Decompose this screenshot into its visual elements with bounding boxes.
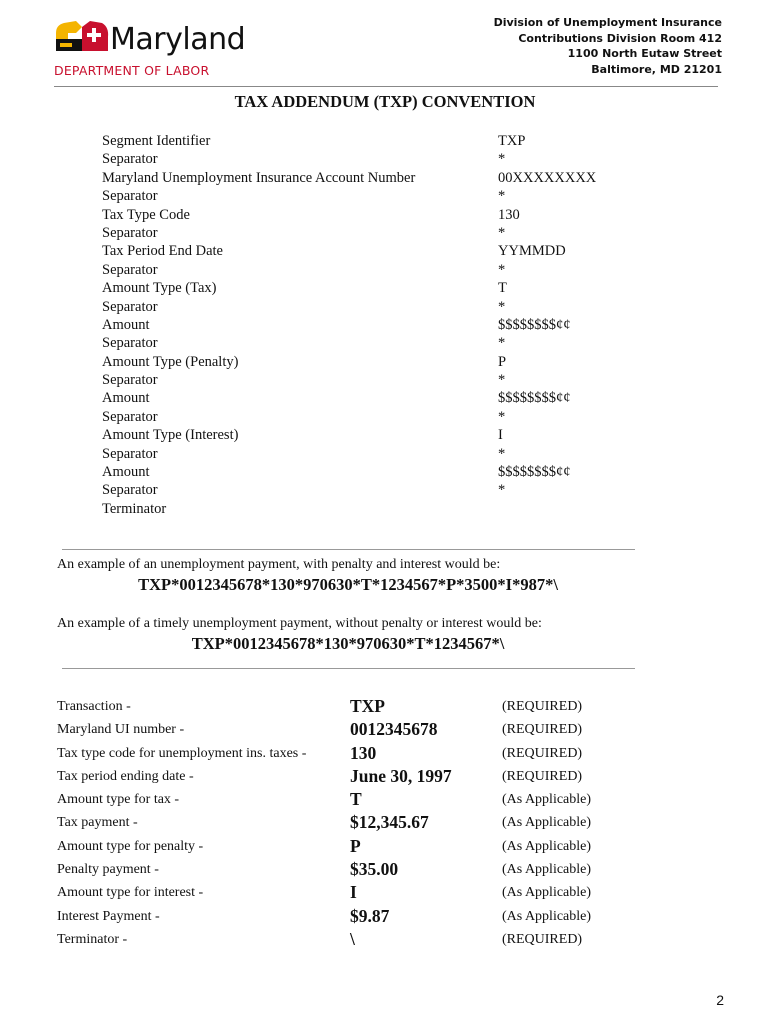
convention-value: $$$$$$$$¢¢ — [498, 464, 571, 481]
convention-row — [102, 408, 642, 426]
convention-row — [102, 353, 642, 371]
convention-row — [102, 261, 642, 279]
address-line: Baltimore, MD 21201 — [591, 62, 722, 76]
field-label: Interest Payment - — [57, 908, 160, 924]
convention-label: Terminator — [102, 500, 167, 517]
convention-label: Separator — [102, 151, 158, 168]
field-row — [57, 906, 617, 929]
field-label: Tax type code for unemployment ins. taxes - — [57, 745, 307, 761]
convention-label: Separator — [102, 445, 158, 462]
field-status: (REQUIRED) — [502, 699, 583, 714]
field-row — [57, 812, 617, 835]
convention-label: Amount — [102, 390, 150, 407]
convention-value: * — [498, 298, 506, 315]
convention-row — [102, 316, 642, 334]
field-status: (As Applicable) — [502, 885, 592, 901]
maryland-flag-icon — [54, 19, 110, 53]
convention-label: Separator — [102, 188, 158, 205]
convention-label: Separator — [102, 408, 158, 425]
field-label: Amount type for interest - — [57, 885, 204, 901]
convention-row — [102, 279, 642, 297]
convention-value: P — [498, 353, 507, 370]
field-label: Maryland UI number - — [57, 722, 185, 738]
convention-value: $$$$$$$$¢¢ — [498, 316, 571, 333]
field-row — [57, 836, 617, 859]
field-status: (As Applicable) — [502, 908, 592, 924]
convention-row — [102, 298, 642, 316]
convention-row — [102, 500, 642, 518]
field-label: Tax payment - — [57, 815, 138, 831]
example-description: An example of an unemployment payment, with penalty and interest would be: — [57, 557, 501, 572]
convention-value: * — [498, 188, 506, 205]
field-value: I — [350, 882, 357, 903]
convention-value: YYMMDD — [498, 243, 566, 260]
address-line: Division of Unemployment Insurance — [493, 16, 722, 29]
field-value: TXP — [350, 696, 385, 716]
convention-label: Segment Identifier — [102, 133, 211, 149]
field-label: Penalty payment - — [57, 862, 159, 878]
address-line: Contributions Division Room 412 — [518, 31, 722, 45]
field-row — [57, 766, 617, 789]
field-status: (REQUIRED) — [502, 722, 583, 738]
convention-row — [102, 224, 642, 242]
convention-label: Maryland Unemployment Insurance Account Number — [102, 169, 416, 186]
convention-label: Tax Period End Date — [102, 243, 223, 260]
field-status: (As Applicable) — [502, 838, 592, 854]
field-status: (As Applicable) — [502, 862, 592, 878]
field-value: 130 — [350, 742, 377, 763]
field-status: (As Applicable) — [502, 815, 592, 831]
convention-row — [102, 445, 642, 463]
convention-row — [102, 187, 642, 205]
field-row — [57, 859, 617, 882]
convention-row — [102, 371, 642, 389]
field-row — [57, 929, 617, 952]
convention-row — [102, 463, 642, 481]
field-status: (REQUIRED) — [502, 745, 583, 761]
convention-value: * — [498, 408, 506, 425]
convention-value: * — [498, 261, 506, 278]
field-label: Amount type for penalty - — [57, 838, 204, 854]
convention-label: Separator — [102, 335, 158, 352]
field-value: \ — [350, 928, 355, 949]
logo-wordmark: Maryland — [110, 22, 246, 57]
convention-label: Separator — [102, 482, 158, 499]
section-divider — [62, 668, 635, 669]
field-label: Tax period ending date - — [57, 768, 194, 784]
field-value: 0012345678 — [350, 719, 438, 740]
field-value: $12,345.67 — [350, 812, 429, 833]
convention-label: Amount — [102, 316, 150, 333]
convention-label: Separator — [102, 372, 158, 389]
convention-row — [102, 389, 642, 407]
header-divider — [54, 86, 718, 87]
field-row — [57, 743, 617, 766]
field-value: June 30, 1997 — [350, 765, 452, 786]
field-status: (REQUIRED) — [502, 931, 583, 947]
convention-label: Separator — [102, 261, 158, 278]
convention-value: 130 — [498, 206, 520, 223]
convention-value: * — [498, 151, 506, 168]
field-status: (As Applicable) — [502, 792, 592, 808]
page-number: 2 — [716, 992, 724, 1008]
field-breakdown — [57, 696, 617, 952]
example-code: TXP*0012345678*130*970630*T*1234567*\ — [191, 634, 505, 653]
convention-value: I — [498, 427, 503, 444]
logo-department: DEPARTMENT OF LABOR — [54, 63, 210, 78]
field-label: Transaction - — [57, 699, 131, 714]
address-line: 1100 North Eutaw Street — [567, 47, 722, 60]
field-label: Amount type for tax - — [57, 792, 180, 808]
convention-label: Tax Type Code — [102, 206, 190, 223]
convention-value: 00XXXXXXXX — [498, 169, 597, 186]
field-value: P — [350, 835, 361, 856]
field-row — [57, 719, 617, 742]
maryland-logo — [54, 17, 284, 79]
convention-label: Amount Type (Penalty) — [102, 353, 239, 370]
convention-value: * — [498, 482, 506, 499]
field-value: $35.00 — [350, 859, 399, 880]
convention-label: Separator — [102, 298, 158, 315]
convention-row — [102, 150, 642, 168]
convention-value: * — [498, 335, 506, 352]
convention-value: * — [498, 372, 506, 389]
convention-value: * — [498, 445, 506, 462]
convention-label: Amount Type (Interest) — [102, 427, 239, 444]
field-value: T — [350, 789, 362, 810]
example-description: An example of a timely unemployment payment, without penalty or interest would be: — [57, 616, 542, 631]
example-code: TXP*0012345678*130*970630*T*1234567*P*3500*I*987*\ — [138, 575, 558, 594]
convention-row — [102, 334, 642, 352]
convention-value: T — [498, 280, 507, 297]
convention-row — [102, 206, 642, 224]
convention-value: * — [498, 224, 506, 241]
field-row — [57, 789, 617, 812]
convention-label: Amount Type (Tax) — [102, 280, 217, 297]
convention-row — [102, 169, 642, 187]
convention-row — [102, 426, 642, 444]
field-label: Terminator - — [57, 931, 128, 947]
convention-table — [102, 132, 642, 518]
convention-row — [102, 242, 642, 260]
convention-row — [102, 132, 642, 150]
field-status: (REQUIRED) — [502, 768, 583, 784]
convention-value: TXP — [498, 133, 526, 149]
section-divider — [62, 549, 635, 550]
page-title: TAX ADDENDUM (TXP) CONVENTION — [234, 92, 536, 111]
division-address — [494, 15, 722, 77]
convention-label: Separator — [102, 224, 158, 241]
field-value: $9.87 — [350, 905, 390, 926]
convention-value: $$$$$$$$¢¢ — [498, 390, 571, 407]
convention-row — [102, 481, 642, 499]
field-row — [57, 696, 617, 719]
field-row — [57, 882, 617, 905]
convention-label: Amount — [102, 464, 150, 481]
